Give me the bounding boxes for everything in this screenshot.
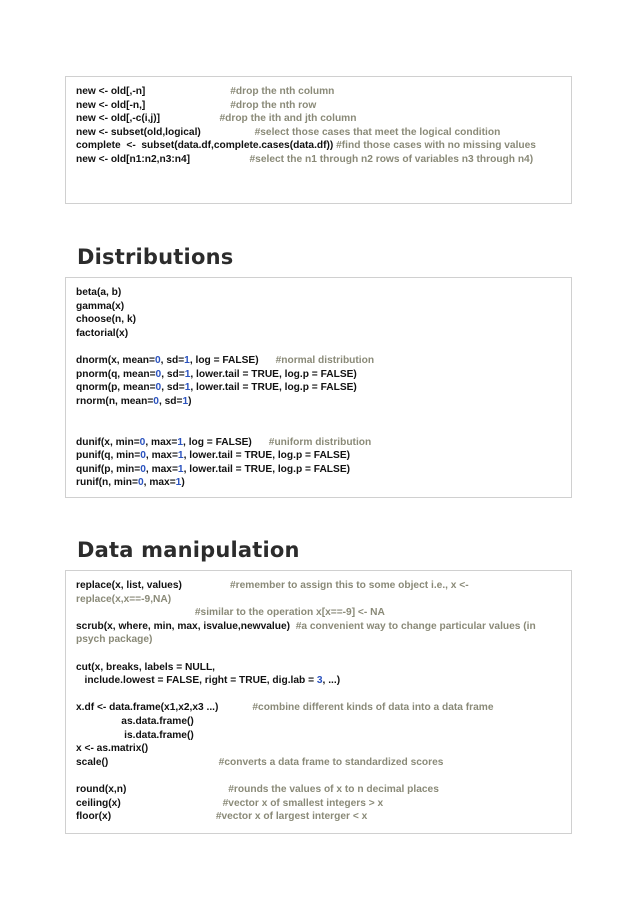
code-line bbox=[76, 85, 561, 99]
code-number: 0 bbox=[139, 436, 146, 448]
code-block bbox=[76, 286, 561, 490]
code-number: 1 bbox=[177, 436, 184, 448]
code-text: , sd= bbox=[161, 382, 185, 394]
code-text: , lower.tail = TRUE, log.p = FALSE) bbox=[183, 463, 351, 475]
code-block bbox=[76, 579, 561, 824]
code-text: ) bbox=[188, 395, 192, 407]
code-text: new <- old[-n,] bbox=[76, 99, 231, 111]
code-comment: #vector x of largest interger < x bbox=[215, 811, 368, 823]
code-box-data-manipulation bbox=[65, 570, 572, 834]
code-text: , log = FALSE) bbox=[189, 354, 276, 366]
code-line bbox=[76, 620, 561, 647]
code-line bbox=[76, 313, 561, 327]
code-text: as.data.frame() bbox=[76, 715, 194, 727]
code-line bbox=[76, 688, 561, 702]
code-line bbox=[76, 300, 561, 314]
code-line bbox=[76, 715, 561, 729]
code-line bbox=[76, 701, 561, 715]
code-comment: #converts a data frame to standardized scores bbox=[218, 756, 444, 768]
code-text: , max= bbox=[145, 463, 178, 475]
code-line bbox=[76, 769, 561, 783]
code-text: , lower.tail = TRUE, log.p = FALSE) bbox=[183, 450, 351, 462]
code-number: 3 bbox=[316, 675, 323, 687]
code-text: , sd= bbox=[158, 395, 183, 407]
code-line bbox=[76, 810, 561, 824]
code-line bbox=[76, 422, 561, 436]
code-box-column-row-selection bbox=[65, 76, 572, 204]
code-text: beta(a, b) bbox=[76, 287, 122, 298]
code-text: , lower.tail = TRUE, log.p = FALSE) bbox=[190, 368, 357, 380]
code-text: scale() bbox=[76, 756, 219, 768]
code-text: ceiling(x) bbox=[76, 797, 223, 809]
code-text: , max= bbox=[145, 450, 178, 462]
code-line bbox=[76, 153, 561, 167]
code-number: 0 bbox=[140, 450, 146, 462]
code-text: , log = FALSE) bbox=[183, 436, 269, 448]
code-comment: #find those cases with no missing values bbox=[336, 140, 536, 152]
code-text: gamma(x) bbox=[76, 300, 125, 312]
code-comment: #a convenient way to change particular values (in psych package) bbox=[76, 620, 539, 646]
code-line bbox=[76, 99, 561, 113]
code-number: 1 bbox=[182, 395, 189, 407]
code-line bbox=[76, 286, 561, 300]
code-number: 0 bbox=[153, 395, 159, 407]
code-comment: #drop the nth column bbox=[230, 86, 335, 97]
code-text: round(x,n) bbox=[76, 783, 229, 795]
code-text: complete <- subset(data.df,complete.cases(data.df)) bbox=[76, 140, 337, 152]
code-line bbox=[76, 126, 561, 140]
code-text: choose(n, k) bbox=[76, 314, 137, 326]
code-block bbox=[76, 85, 561, 167]
code-comment: #drop the nth row bbox=[230, 99, 317, 111]
code-comment: #uniform distribution bbox=[268, 436, 372, 448]
code-line bbox=[76, 112, 561, 126]
code-line bbox=[76, 729, 561, 743]
code-text: , sd= bbox=[160, 354, 185, 366]
code-text: , sd= bbox=[161, 368, 185, 380]
code-number: 1 bbox=[175, 477, 182, 489]
code-text: new <- old[n1:n2,n3:n4] bbox=[76, 153, 250, 165]
section-heading-distributions: Distributions bbox=[77, 245, 234, 269]
code-line bbox=[76, 606, 561, 620]
code-line bbox=[76, 579, 561, 606]
code-comment: #remember to assign this to some object i.e., x <- replace(x,x==-9,NA) bbox=[76, 580, 472, 605]
code-line bbox=[76, 756, 561, 770]
code-text: pnorm(q, mean= bbox=[76, 368, 156, 380]
code-line bbox=[76, 661, 561, 675]
code-line bbox=[76, 742, 561, 756]
code-comment: #select the n1 through n2 rows of variables n3 through n4) bbox=[249, 153, 534, 165]
code-text: new <- subset(old,logical) bbox=[76, 126, 255, 138]
code-text: punif(q, min= bbox=[76, 450, 141, 462]
code-line bbox=[76, 463, 561, 477]
code-line bbox=[76, 368, 561, 382]
code-text: dnorm(x, mean= bbox=[76, 354, 155, 366]
code-line bbox=[76, 354, 561, 368]
code-comment: #rounds the values of x to n decimal places bbox=[228, 783, 439, 795]
code-text: rnorm(n, mean= bbox=[76, 395, 154, 407]
code-comment: #drop the ith and jth column bbox=[219, 113, 357, 125]
code-comment: #vector x of smallest integers > x bbox=[222, 797, 384, 809]
code-text: qunif(p, min= bbox=[76, 463, 141, 475]
code-text: factorial(x) bbox=[76, 327, 129, 339]
code-line bbox=[76, 395, 561, 409]
code-line bbox=[76, 381, 561, 395]
code-text: , max= bbox=[145, 436, 178, 448]
code-line bbox=[76, 476, 561, 490]
code-text: qnorm(p, mean= bbox=[76, 382, 156, 394]
code-number: 1 bbox=[184, 382, 191, 394]
code-line bbox=[76, 797, 561, 811]
code-comment: #similar to the operation x[x==-9] <- NA bbox=[194, 607, 385, 619]
code-text: , lower.tail = TRUE, log.p = FALSE) bbox=[190, 382, 357, 394]
code-text: scrub(x, where, min, max, isvalue,newvalue) bbox=[76, 620, 296, 632]
code-line bbox=[76, 449, 561, 463]
code-comment: #normal distribution bbox=[275, 354, 375, 366]
code-line bbox=[76, 674, 561, 688]
code-text: replace(x, list, values) bbox=[76, 580, 231, 591]
code-text: new <- old[,-c(i,j)] bbox=[76, 113, 220, 125]
code-line bbox=[76, 408, 561, 422]
section-heading-data-manipulation: Data manipulation bbox=[77, 538, 300, 562]
code-text: , max= bbox=[143, 477, 176, 489]
code-line bbox=[76, 647, 561, 661]
code-number: 0 bbox=[155, 368, 162, 380]
code-text: include.lowest = FALSE, right = TRUE, dig.lab = bbox=[76, 675, 317, 687]
code-line bbox=[76, 340, 561, 354]
code-number: 1 bbox=[177, 450, 184, 462]
code-box-distributions bbox=[65, 277, 572, 498]
code-comment: #select those cases that meet the logical condition bbox=[254, 126, 501, 138]
code-number: 1 bbox=[184, 354, 190, 366]
code-text: new <- old[,-n] bbox=[76, 86, 231, 97]
code-line bbox=[76, 783, 561, 797]
code-number: 0 bbox=[137, 477, 144, 489]
code-text: , ...) bbox=[322, 675, 341, 687]
code-text: runif(n, min= bbox=[76, 477, 138, 489]
code-text: dunif(x, min= bbox=[76, 436, 140, 448]
code-text: floor(x) bbox=[76, 811, 216, 823]
code-line bbox=[76, 139, 561, 153]
code-comment: #combine different kinds of data into a data frame bbox=[252, 702, 494, 714]
code-text: x.df <- data.frame(x1,x2,x3 ...) bbox=[76, 702, 253, 714]
code-number: 0 bbox=[154, 354, 161, 366]
code-line bbox=[76, 327, 561, 341]
code-text: ) bbox=[181, 477, 185, 489]
code-text bbox=[76, 607, 195, 618]
code-number: 1 bbox=[184, 368, 191, 380]
code-line bbox=[76, 436, 561, 450]
code-number: 0 bbox=[155, 382, 162, 394]
code-number: 1 bbox=[177, 463, 184, 475]
code-text: x <- as.matrix() bbox=[76, 743, 149, 755]
code-text: is.data.frame() bbox=[76, 729, 194, 741]
code-number: 0 bbox=[140, 463, 146, 475]
code-text: cut(x, breaks, labels = NULL, bbox=[76, 661, 215, 673]
